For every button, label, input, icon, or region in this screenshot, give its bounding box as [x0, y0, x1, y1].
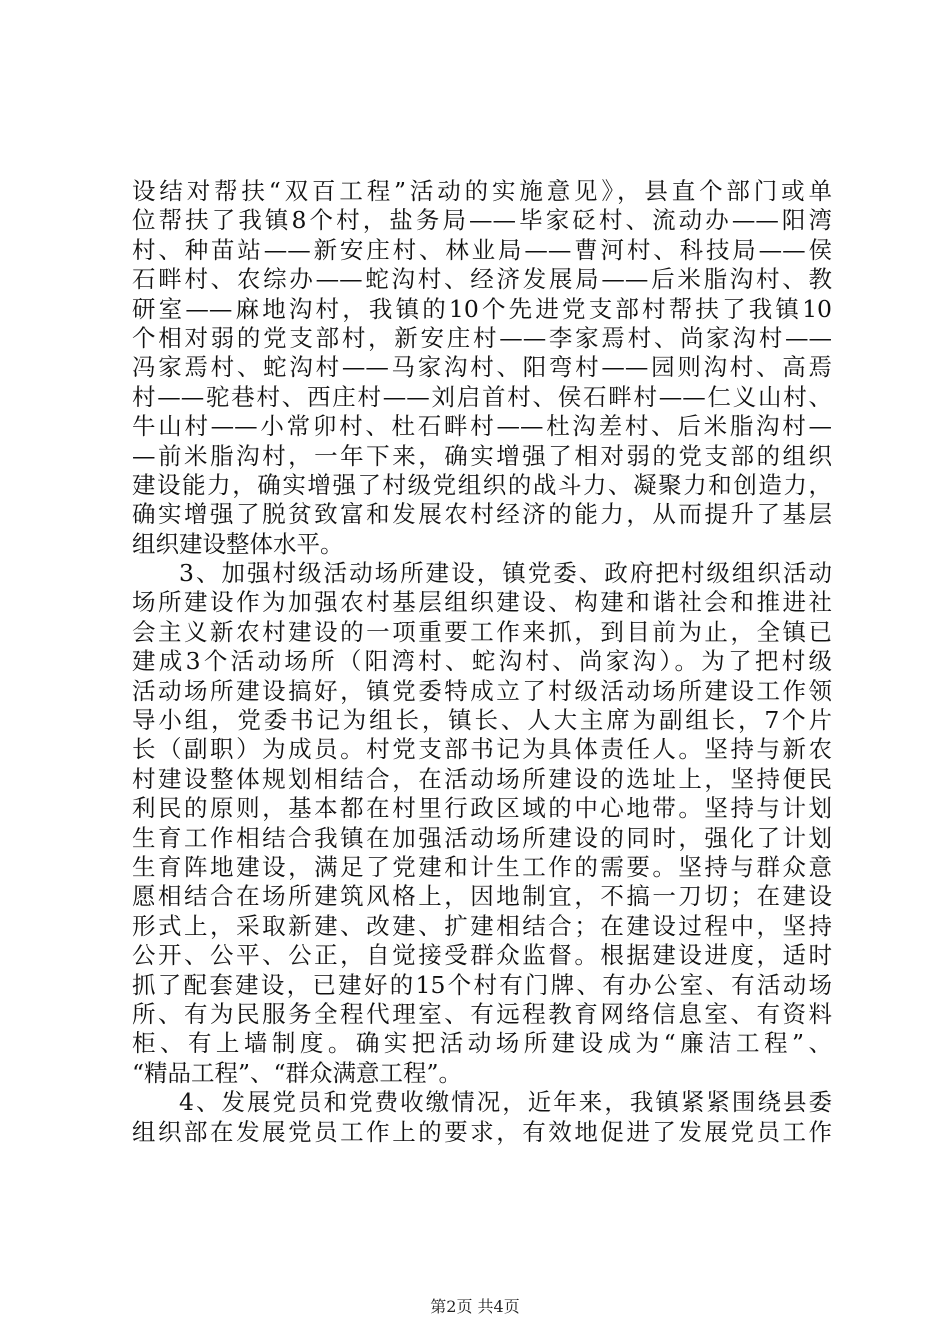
- text-line: 村建设整体规划相结合，在活动场所建设的选址上，坚持便民: [132, 764, 832, 793]
- text-line: 公开、公平、公正，自觉接受群众监督。根据建设进度，适时: [132, 941, 832, 970]
- text-line: 确实增强了脱贫致富和发展农村经济的能力，从而提升了基层: [132, 500, 832, 529]
- text-line: 4、发展党员和党费收缴情况，近年来，我镇紧紧围绕县委: [179, 1088, 832, 1117]
- text-line: 活动场所建设搞好，镇党委特成立了村级活动场所建设工作领: [132, 676, 832, 705]
- text-line: 利民的原则，基本都在村里行政区域的中心地带。坚持与计划: [132, 794, 832, 823]
- text-line: 研室——麻地沟村，我镇的10个先进党支部村帮扶了我镇10: [132, 294, 832, 323]
- text-line: 愿相结合在场所建筑风格上，因地制宜，不搞一刀切；在建设: [132, 882, 832, 911]
- text-line: 设结对帮扶“双百工程”活动的实施意见》，县直个部门或单: [132, 177, 832, 205]
- text-line: 场所建设作为加强农村基层组织建设、构建和谐社会和推进社: [132, 588, 832, 617]
- text-line: 石畔村、农综办——蛇沟村、经济发展局——后米脂沟村、教: [132, 265, 832, 294]
- text-line: 生育工作相结合我镇在加强活动场所建设的同时，强化了计划: [132, 823, 832, 852]
- text-line: 村——驼巷村、西庄村——刘启首村、侯石畔村——仁义山村、: [132, 382, 832, 411]
- text-line: 抓了配套建设，已建好的15个村有门牌、有办公室、有活动场: [132, 970, 832, 999]
- text-line: 个相对弱的党支部村，新安庄村——李家焉村、尚家沟村——: [132, 323, 832, 352]
- text-line: 建成3个活动场所（阳湾村、蛇沟村、尚家沟）。为了把村级: [132, 647, 832, 676]
- text-line: 会主义新农村建设的一项重要工作来抓，到目前为止，全镇已: [132, 617, 832, 646]
- text-line: 村、种苗站——新安庄村、林业局——曹河村、科技局——侯: [132, 235, 832, 264]
- text-line: 柜、有上墙制度。确实把活动场所建设成为“廉洁工程”、: [132, 1029, 832, 1058]
- text-line: 组织建设整体水平。: [132, 529, 344, 558]
- text-line: 牛山村——小常卯村、杜石畔村——杜沟差村、后米脂沟村—: [132, 412, 832, 441]
- text-line: 长（副职）为成员。村党支部书记为具体责任人。坚持与新农: [132, 735, 832, 764]
- text-line: 形式上，采取新建、改建、扩建相结合；在建设过程中，坚持: [132, 911, 832, 940]
- text-line: “精品工程”、“群众满意工程”。: [132, 1058, 463, 1087]
- text-line: 建设能力，确实增强了村级党组织的战斗力、凝聚力和创造力，: [132, 470, 832, 499]
- document-body: [132, 177, 832, 1147]
- text-line: 所、有为民服务全程代理室、有远程教育网络信息室、有资料: [132, 999, 832, 1028]
- text-line: 冯家焉村、蛇沟村——马家沟村、阳弯村——园则沟村、高焉: [132, 353, 832, 382]
- text-line: 组织部在发展党员工作上的要求，有效地促进了发展党员工作: [132, 1117, 832, 1146]
- text-line: 3、加强村级活动场所建设，镇党委、政府把村级组织活动: [179, 559, 832, 588]
- text-line: 位帮扶了我镇8个村，盐务局——毕家砭村、流动办——阳湾: [132, 206, 832, 235]
- text-line: —前米脂沟村，一年下来，确实增强了相对弱的党支部的组织: [132, 441, 832, 470]
- text-line: 生育阵地建设，满足了党建和计生工作的需要。坚持与群众意: [132, 852, 832, 881]
- text-line: 导小组，党委书记为组长，镇长、人大主席为副组长，7个片: [132, 706, 832, 735]
- page-footer: 第2页 共4页: [430, 1297, 520, 1316]
